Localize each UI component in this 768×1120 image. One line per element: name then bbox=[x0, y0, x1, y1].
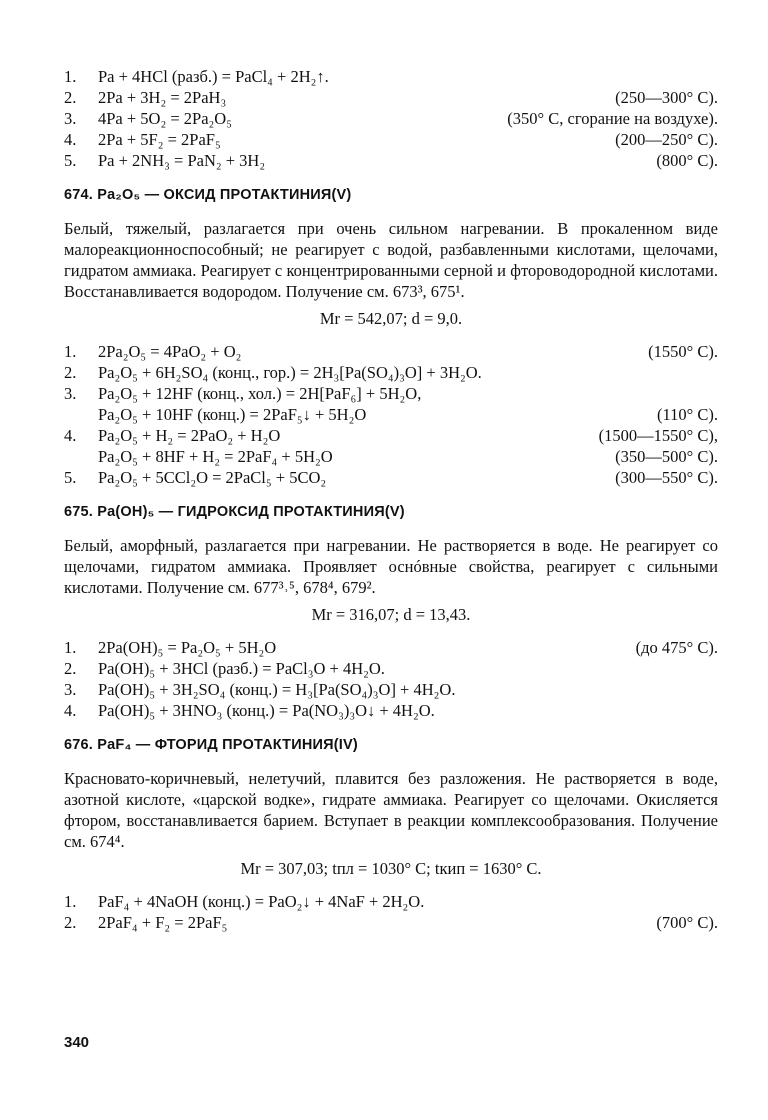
reaction-equation: 2PaF₄ + F₂ = 2PaF₅ bbox=[98, 913, 228, 932]
reaction-number: 1. bbox=[64, 892, 77, 911]
reaction-number: 4. bbox=[64, 426, 77, 445]
reaction-number: 1. bbox=[64, 638, 77, 657]
reaction-condition: (1500—1550° С), bbox=[598, 426, 718, 445]
reaction-condition: (110° С). bbox=[657, 405, 718, 424]
reaction-line bbox=[64, 362, 718, 383]
section-title: 675. Pa(OH)₅ — ГИДРОКСИД ПРОТАКТИНИЯ(V) bbox=[64, 504, 405, 520]
reaction-equation: Pa₂O₅ + H₂ = 2PaO₂ + H₂O bbox=[98, 426, 281, 445]
section-description: Красновато-коричневый, нелетучий, плавится без разложения. Не растворяется в воде, азотной кислоте, «царской водке», гидрате аммиака. Реагирует со щелочами. Окисляется фтором, восстанавливается барием. Вступает в реакции комплексообразования. Получение см. 674⁴. bbox=[64, 769, 718, 851]
reaction-condition: (до 475° С). bbox=[635, 638, 718, 657]
reaction-equation: 4Pa + 5O₂ = 2Pa₂O₅ bbox=[98, 109, 232, 128]
reaction-equation: 2Pa₂O₅ = 4PaO₂ + O₂ bbox=[98, 342, 242, 361]
reaction-equation: Pa₂O₅ + 8HF + H₂ = 2PaF₄ + 5H₂O bbox=[98, 447, 333, 466]
reaction-line bbox=[64, 425, 718, 446]
reaction-line bbox=[64, 129, 718, 150]
reaction-line bbox=[64, 87, 718, 108]
reaction-condition: (300—550° С). bbox=[615, 468, 718, 487]
reaction-number: 3. bbox=[64, 384, 77, 403]
reaction-equation: 2Pa(OH)₅ = Pa₂O₅ + 5H₂O bbox=[98, 638, 277, 657]
reaction-number: 5. bbox=[64, 151, 77, 170]
reaction-number: 3. bbox=[64, 109, 77, 128]
reaction-number: 4. bbox=[64, 130, 77, 149]
reaction-number: 1. bbox=[64, 342, 77, 361]
reaction-equation: 2Pa + 5F₂ = 2PaF₅ bbox=[98, 130, 221, 149]
reaction-line bbox=[64, 150, 718, 171]
section-description: Белый, аморфный, разлагается при нагревании. Не растворяется в воде. Не реагирует со щелочами, гидратом аммиака. Проявляет оснóвные свойства, реагирует с сильными кислотами. Получение см. 677³˒⁵, 678⁴, 679². bbox=[64, 536, 718, 597]
reaction-list-676 bbox=[64, 891, 718, 933]
reaction-number: 2. bbox=[64, 659, 77, 678]
reaction-number: 3. bbox=[64, 680, 77, 699]
reaction-equation: PaF₄ + 4NaOH (конц.) = PaO₂↓ + 4NaF + 2H₂O. bbox=[98, 892, 425, 911]
reaction-list-675 bbox=[64, 637, 718, 721]
section-properties: Mr = 316,07; d = 13,43. bbox=[311, 605, 471, 624]
reaction-condition: (1550° С). bbox=[648, 342, 718, 361]
reaction-line bbox=[64, 637, 718, 658]
section-properties: Mr = 542,07; d = 9,0. bbox=[319, 309, 463, 328]
reaction-number: 5. bbox=[64, 468, 77, 487]
reaction-equation: Pa(OH)₅ + 3HCl (разб.) = PaCl₃O + 4H₂O. bbox=[98, 659, 385, 678]
reaction-line bbox=[64, 912, 718, 933]
reaction-line bbox=[64, 446, 718, 467]
reaction-list-top bbox=[64, 66, 718, 171]
reaction-line bbox=[64, 679, 718, 700]
reaction-equation: 2Pa + 3H₂ = 2PaH₃ bbox=[98, 88, 227, 107]
reaction-equation: Pa₂O₅ + 5CCl₂O = 2PaCl₅ + 5CO₂ bbox=[98, 468, 327, 487]
reaction-equation: Pa(OH)₅ + 3HNO₃ (конц.) = Pa(NO₃)₃O↓ + 4H₂O. bbox=[98, 701, 435, 720]
reaction-line bbox=[64, 108, 718, 129]
section-title: 674. Pa₂O₅ — ОКСИД ПРОТАКТИНИЯ(V) bbox=[64, 187, 352, 203]
reaction-number: 2. bbox=[64, 88, 77, 107]
reaction-line bbox=[64, 700, 718, 721]
reaction-condition: (350° С, сгорание на воздухе). bbox=[507, 109, 718, 128]
reaction-line bbox=[64, 66, 718, 87]
reaction-number: 2. bbox=[64, 363, 77, 382]
reaction-number: 2. bbox=[64, 913, 77, 932]
reaction-number: 4. bbox=[64, 701, 77, 720]
reaction-equation: Pa₂O₅ + 10HF (конц.) = 2PaF₅↓ + 5H₂O bbox=[98, 405, 367, 424]
reaction-list-674 bbox=[64, 341, 718, 488]
section-description: Белый, тяжелый, разлагается при очень сильном нагревании. В прокаленном виде малореакционноспособный; не реагирует с водой, разбавленными кислотами, щелочами, гидратом аммиака. Реагирует с концентрированными серной и фтороводородной кислотами. Восстанавливается водородом. Получение см. 673³, 675¹. bbox=[64, 219, 718, 301]
reaction-equation: Pa + 2NH₃ = PaN₂ + 3H₂ bbox=[98, 151, 266, 170]
section-title: 676. PaF₄ — ФТОРИД ПРОТАКТИНИЯ(IV) bbox=[64, 737, 358, 753]
reaction-condition: (250—300° С). bbox=[615, 88, 718, 107]
reaction-line bbox=[64, 341, 718, 362]
reaction-line bbox=[64, 891, 718, 912]
reaction-line bbox=[64, 467, 718, 488]
reaction-condition: (350—500° С). bbox=[615, 447, 718, 466]
section-properties: Mr = 307,03; tпл = 1030° С; tкип = 1630° С. bbox=[240, 859, 542, 878]
reaction-equation: Pa(OH)₅ + 3H₂SO₄ (конц.) = H₃[Pa(SO₄)₃O] + 4H₂O. bbox=[98, 680, 456, 699]
reaction-number: 1. bbox=[64, 67, 77, 86]
reaction-equation: Pa₂O₅ + 6H₂SO₄ (конц., гор.) = 2H₃[Pa(SO₄)₃O] + 3H₂O. bbox=[98, 363, 482, 382]
reaction-equation: Pa + 4HCl (разб.) = PaCl₄ + 2H₂↑. bbox=[98, 67, 329, 86]
page-number: 340 bbox=[64, 1034, 90, 1051]
reaction-condition: (700° С). bbox=[656, 913, 718, 932]
page-content bbox=[64, 66, 718, 933]
reaction-condition: (200—250° С). bbox=[615, 130, 718, 149]
reaction-condition: (800° С). bbox=[656, 151, 718, 170]
reaction-line bbox=[64, 383, 718, 404]
reaction-equation: Pa₂O₅ + 12HF (конц., хол.) = 2H[PaF₆] + 5H₂O, bbox=[98, 384, 422, 403]
reaction-line bbox=[64, 404, 718, 425]
reaction-line bbox=[64, 658, 718, 679]
